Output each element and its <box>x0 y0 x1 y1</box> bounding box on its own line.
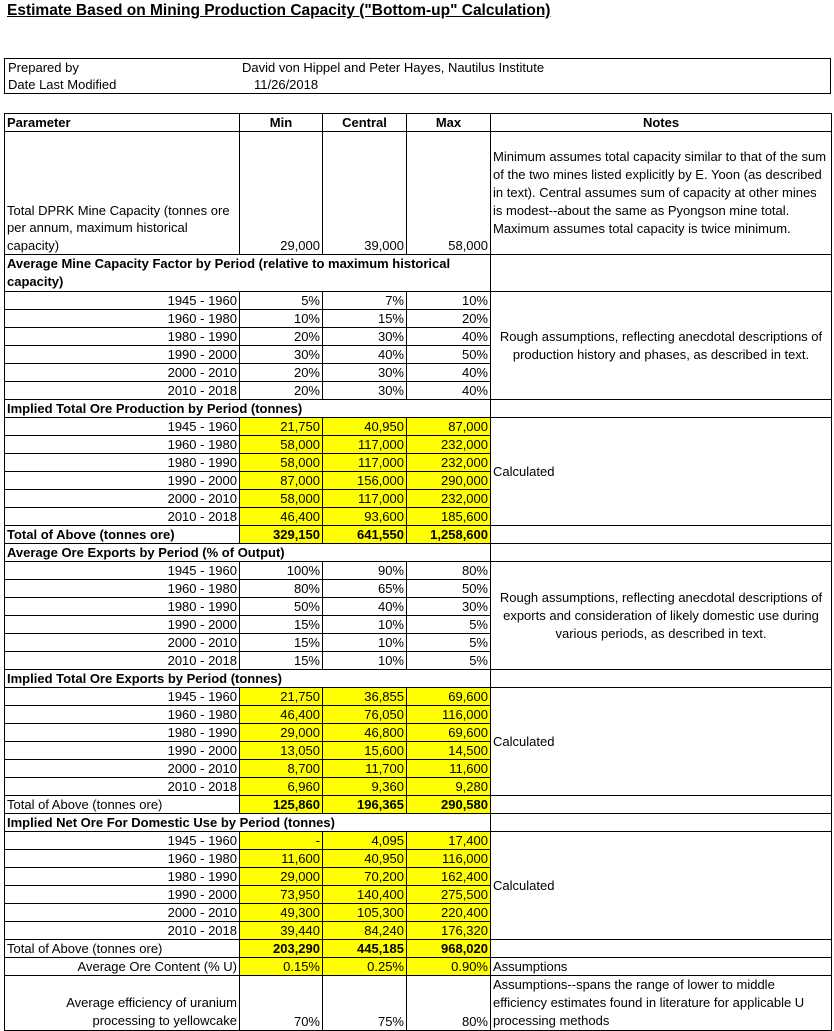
exports_pct-max: 5% <box>407 634 491 652</box>
domestic-max: 162,400 <box>407 868 491 886</box>
exports_pct-period: 1945 - 1960 <box>5 562 240 580</box>
capacity-min: 29,000 <box>240 132 323 255</box>
domestic-total-label: Total of Above (tonnes ore) <box>5 940 240 958</box>
exports-period: 1990 - 2000 <box>5 742 240 760</box>
domestic-period: 2010 - 2018 <box>5 922 240 940</box>
exports-header-blank <box>491 670 832 688</box>
production-max: 232,000 <box>407 436 491 454</box>
production-central: 93,600 <box>323 508 407 526</box>
prepared-by-label: Prepared by <box>8 60 79 75</box>
production-central: 117,000 <box>323 454 407 472</box>
production-total-min: 329,150 <box>240 526 323 544</box>
domestic-header: Implied Net Ore For Domestic Use by Period (tonnes) <box>5 814 491 832</box>
domestic-period: 1990 - 2000 <box>5 886 240 904</box>
exports_pct-min: 15% <box>240 652 323 670</box>
domestic-note: Calculated <box>491 832 832 940</box>
exports-central: 9,360 <box>323 778 407 796</box>
exports-total-min: 125,860 <box>240 796 323 814</box>
capacity-row <box>5 132 832 255</box>
ore-content-max: 0.90% <box>407 958 491 976</box>
exports_pct-min: 15% <box>240 634 323 652</box>
exports-header-row <box>5 670 832 688</box>
factor-central: 40% <box>323 346 407 364</box>
exports_pct-note: Rough assumptions, reflecting anecdotal descriptions of exports and consideration of likely domestic use during various periods, as described in text. <box>491 562 832 670</box>
factor-period: 1990 - 2000 <box>5 346 240 364</box>
ore-content-row <box>5 958 832 976</box>
production-max: 232,000 <box>407 454 491 472</box>
production-min: 58,000 <box>240 436 323 454</box>
production-total-row <box>5 526 832 544</box>
factor-central: 15% <box>323 310 407 328</box>
factor-min: 20% <box>240 382 323 400</box>
factor-min: 5% <box>240 292 323 310</box>
exports-period: 2010 - 2018 <box>5 778 240 796</box>
factor-min: 20% <box>240 328 323 346</box>
exports-max: 116,000 <box>407 706 491 724</box>
ore-content-note: Assumptions <box>491 958 832 976</box>
domestic-central: 84,240 <box>323 922 407 940</box>
efficiency-central: 75% <box>323 976 407 1031</box>
domestic-total-max: 968,020 <box>407 940 491 958</box>
exports-max: 9,280 <box>407 778 491 796</box>
exports-max: 14,500 <box>407 742 491 760</box>
capacity-max: 58,000 <box>407 132 491 255</box>
production-period: 1990 - 2000 <box>5 472 240 490</box>
production-min: 21,750 <box>240 418 323 436</box>
exports_pct-row <box>5 562 832 580</box>
production-central: 156,000 <box>323 472 407 490</box>
domestic-total-central: 445,185 <box>323 940 407 958</box>
production-header-row <box>5 400 832 418</box>
exports_pct-period: 2010 - 2018 <box>5 652 240 670</box>
efficiency-max: 80% <box>407 976 491 1031</box>
factor-period: 2010 - 2018 <box>5 382 240 400</box>
factor-max: 40% <box>407 364 491 382</box>
domestic-min: 73,950 <box>240 886 323 904</box>
factor-central: 30% <box>323 364 407 382</box>
capacity-label: Total DPRK Mine Capacity (tonnes ore per annum, maximum historical capacity) <box>5 132 240 255</box>
domestic-min: - <box>240 832 323 850</box>
efficiency-min: 70% <box>240 976 323 1031</box>
production-period: 1980 - 1990 <box>5 454 240 472</box>
exports_pct-central: 40% <box>323 598 407 616</box>
exports-period: 1980 - 1990 <box>5 724 240 742</box>
exports_pct-min: 100% <box>240 562 323 580</box>
exports-central: 15,600 <box>323 742 407 760</box>
production-period: 2000 - 2010 <box>5 490 240 508</box>
domestic-total-min: 203,290 <box>240 940 323 958</box>
exports-min: 46,400 <box>240 706 323 724</box>
factor-central: 7% <box>323 292 407 310</box>
header-parameter: Parameter <box>5 114 240 132</box>
header-central: Central <box>323 114 407 132</box>
factor-max: 40% <box>407 328 491 346</box>
production-min: 87,000 <box>240 472 323 490</box>
exports-min: 13,050 <box>240 742 323 760</box>
domestic-total-blank <box>491 940 832 958</box>
page-title: Estimate Based on Mining Production Capacity ("Bottom-up" Calculation) <box>7 2 551 19</box>
production-central: 117,000 <box>323 436 407 454</box>
factor-max: 10% <box>407 292 491 310</box>
production-header-blank <box>491 400 832 418</box>
exports_pct-header: Average Ore Exports by Period (% of Output) <box>5 544 491 562</box>
header-row <box>5 114 832 132</box>
production-min: 58,000 <box>240 490 323 508</box>
exports-min: 29,000 <box>240 724 323 742</box>
exports-max: 69,600 <box>407 724 491 742</box>
exports_pct-min: 15% <box>240 616 323 634</box>
efficiency-note: Assumptions--spans the range of lower to middle efficiency estimates found in literature for applicable U processing methods <box>491 976 832 1031</box>
exports-min: 6,960 <box>240 778 323 796</box>
domestic-period: 1960 - 1980 <box>5 850 240 868</box>
production-period: 1945 - 1960 <box>5 418 240 436</box>
exports_pct-period: 1960 - 1980 <box>5 580 240 598</box>
factor-min: 30% <box>240 346 323 364</box>
efficiency-row <box>5 976 832 1031</box>
estimate-table <box>4 113 832 1031</box>
domestic-min: 49,300 <box>240 904 323 922</box>
domestic-central: 70,200 <box>323 868 407 886</box>
production-min: 58,000 <box>240 454 323 472</box>
exports_pct-central: 10% <box>323 616 407 634</box>
exports_pct-central: 10% <box>323 634 407 652</box>
domestic-max: 17,400 <box>407 832 491 850</box>
exports_pct-max: 50% <box>407 580 491 598</box>
production-total-central: 641,550 <box>323 526 407 544</box>
exports_pct-max: 5% <box>407 652 491 670</box>
exports-row <box>5 688 832 706</box>
exports-central: 11,700 <box>323 760 407 778</box>
exports-total-max: 290,580 <box>407 796 491 814</box>
factor-central: 30% <box>323 382 407 400</box>
exports-period: 2000 - 2010 <box>5 760 240 778</box>
exports_pct-period: 1990 - 2000 <box>5 616 240 634</box>
date-modified-label: Date Last Modified <box>8 77 117 92</box>
production-period: 1960 - 1980 <box>5 436 240 454</box>
exports-central: 46,800 <box>323 724 407 742</box>
factor-min: 10% <box>240 310 323 328</box>
domestic-central: 140,400 <box>323 886 407 904</box>
exports_pct-max: 80% <box>407 562 491 580</box>
domestic-period: 2000 - 2010 <box>5 904 240 922</box>
capacity-note: Minimum assumes total capacity similar to that of the sum of the two mines listed explicitly by E. Yoon (as described in text). Central assumes sum of capacity at other mines is modest--about the same as Pyongson mine total. Maximum assumes total capacity is twice minimum. <box>491 132 832 255</box>
exports_pct-min: 80% <box>240 580 323 598</box>
domestic-central: 4,095 <box>323 832 407 850</box>
factor-min: 20% <box>240 364 323 382</box>
efficiency-label: Average efficiency of uranium processing to yellowcake <box>5 976 240 1031</box>
domestic-row <box>5 832 832 850</box>
exports_pct-period: 1980 - 1990 <box>5 598 240 616</box>
production-max: 290,000 <box>407 472 491 490</box>
production-central: 40,950 <box>323 418 407 436</box>
production-total-max: 1,258,600 <box>407 526 491 544</box>
exports-min: 21,750 <box>240 688 323 706</box>
domestic-total-row <box>5 940 832 958</box>
factor-header-row <box>5 255 832 292</box>
exports_pct-header-row <box>5 544 832 562</box>
header-max: Max <box>407 114 491 132</box>
header-notes: Notes <box>491 114 832 132</box>
exports-note: Calculated <box>491 688 832 796</box>
domestic-header-blank <box>491 814 832 832</box>
exports_pct-min: 50% <box>240 598 323 616</box>
production-header: Implied Total Ore Production by Period (tonnes) <box>5 400 491 418</box>
factor-period: 1980 - 1990 <box>5 328 240 346</box>
exports-header: Implied Total Ore Exports by Period (tonnes) <box>5 670 491 688</box>
exports_pct-header-blank <box>491 544 832 562</box>
factor-row <box>5 292 832 310</box>
exports-period: 1960 - 1980 <box>5 706 240 724</box>
exports_pct-central: 10% <box>323 652 407 670</box>
production-max: 87,000 <box>407 418 491 436</box>
factor-period: 1945 - 1960 <box>5 292 240 310</box>
production-max: 232,000 <box>407 490 491 508</box>
domestic-period: 1945 - 1960 <box>5 832 240 850</box>
exports-period: 1945 - 1960 <box>5 688 240 706</box>
header-min: Min <box>240 114 323 132</box>
domestic-min: 29,000 <box>240 868 323 886</box>
factor-max: 40% <box>407 382 491 400</box>
exports-total-blank <box>491 796 832 814</box>
exports_pct-max: 5% <box>407 616 491 634</box>
domestic-header-row <box>5 814 832 832</box>
prepared-box <box>4 58 831 94</box>
production-min: 46,400 <box>240 508 323 526</box>
exports-max: 69,600 <box>407 688 491 706</box>
domestic-period: 1980 - 1990 <box>5 868 240 886</box>
domestic-max: 176,320 <box>407 922 491 940</box>
date-modified-value: 11/26/2018 <box>254 77 319 92</box>
exports_pct-period: 2000 - 2010 <box>5 634 240 652</box>
factor-header-blank <box>491 255 832 292</box>
ore-content-label: Average Ore Content (% U) <box>5 958 240 976</box>
factor-central: 30% <box>323 328 407 346</box>
production-max: 185,600 <box>407 508 491 526</box>
production-note: Calculated <box>491 418 832 526</box>
domestic-central: 105,300 <box>323 904 407 922</box>
exports_pct-central: 65% <box>323 580 407 598</box>
exports_pct-central: 90% <box>323 562 407 580</box>
production-central: 117,000 <box>323 490 407 508</box>
capacity-central: 39,000 <box>323 132 407 255</box>
factor-max: 50% <box>407 346 491 364</box>
domestic-min: 11,600 <box>240 850 323 868</box>
exports-central: 76,050 <box>323 706 407 724</box>
factor-period: 1960 - 1980 <box>5 310 240 328</box>
exports-total-row <box>5 796 832 814</box>
factor-max: 20% <box>407 310 491 328</box>
factor-note: Rough assumptions, reflecting anecdotal descriptions of production history and phases, as described in text. <box>491 292 832 400</box>
domestic-min: 39,440 <box>240 922 323 940</box>
factor-period: 2000 - 2010 <box>5 364 240 382</box>
exports-total-central: 196,365 <box>323 796 407 814</box>
exports-max: 11,600 <box>407 760 491 778</box>
domestic-central: 40,950 <box>323 850 407 868</box>
production-period: 2010 - 2018 <box>5 508 240 526</box>
production-total-blank <box>491 526 832 544</box>
factor-header: Average Mine Capacity Factor by Period (relative to maximum historical capacity) <box>5 255 491 292</box>
domestic-max: 116,000 <box>407 850 491 868</box>
exports_pct-max: 30% <box>407 598 491 616</box>
ore-content-central: 0.25% <box>323 958 407 976</box>
production-row <box>5 418 832 436</box>
exports-central: 36,855 <box>323 688 407 706</box>
domestic-max: 220,400 <box>407 904 491 922</box>
exports-min: 8,700 <box>240 760 323 778</box>
exports-total-label: Total of Above (tonnes ore) <box>5 796 240 814</box>
domestic-max: 275,500 <box>407 886 491 904</box>
production-total-label: Total of Above (tonnes ore) <box>5 526 240 544</box>
prepared-by-value: David von Hippel and Peter Hayes, Nautilus Institute <box>242 60 545 75</box>
ore-content-min: 0.15% <box>240 958 323 976</box>
